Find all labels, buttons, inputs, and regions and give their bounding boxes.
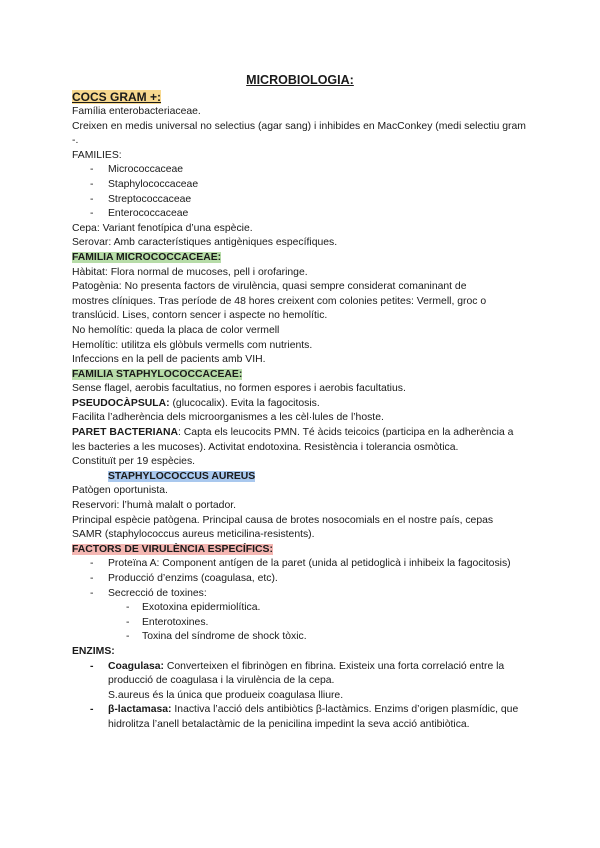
text-line: SAMR (staphylococcus aureus meticilina-resistents). xyxy=(72,529,315,541)
section-heading-staphylococcaceae: FAMILIA STAPHYLOCOCCACEAE: xyxy=(72,368,243,380)
sub-list-item: - Toxina del síndrome de shock tòxic. xyxy=(72,630,528,645)
sub-list-item: - Enterotoxines. xyxy=(72,616,528,631)
document-page xyxy=(72,72,528,733)
text-line: Cepa: Variant fenotípica d’una espècie. xyxy=(72,222,253,234)
subheading-staphylococcus-aureus: STAPHYLOCOCCUS AUREUS xyxy=(108,470,256,482)
document-title: MICROBIOLOGIA: xyxy=(246,73,354,87)
text-line: Reservori: l’humà malalt o portador. xyxy=(72,500,237,512)
list-item: - Streptococcaceae xyxy=(72,193,528,208)
list-item-beta-lactamasa: - β-lactamasa: Inactiva l’acció dels antibiòtics β-lactàmics. Enzims d’origen plasmídic, que hidrolitza l’anell betalactàmic de la penicilina impedint la seva acció antibiòtica. xyxy=(72,703,528,732)
list-item-coagulasa: - Coagulasa: Converteixen el fibrinògen en fibrina. Existeix una forta correlació entre la producció de coagulasa i la virulència de la cepa. xyxy=(72,660,528,689)
text-line: S.aureus és la única que produeix coagulasa lliure. xyxy=(108,689,344,701)
list-item: - Enterococcaceae xyxy=(72,207,528,222)
text-line: translúcid. Lises, contorn sencer i aspecte no hemolític. xyxy=(72,310,328,322)
list-item: - Micrococcaceae xyxy=(72,163,528,178)
text-line: Hàbitat: Flora normal de mucoses, pell i orofaringe. xyxy=(72,266,308,278)
section-heading-micrococcaceae: FAMILIA MICROCOCCACEAE: xyxy=(72,251,222,263)
sub-list-item: - Exotoxina epidermiolítica. xyxy=(72,601,528,616)
list-item: - Producció d’enzims (coagulasa, etc). xyxy=(72,572,528,587)
list-item: - Proteïna A: Component antígen de la paret (unida al petidoglicà i inhibeix la fagocitosis) xyxy=(72,557,528,572)
text-line: Patogènia: No presenta factors de virulència, quasi sempre considerat comaninant de xyxy=(72,281,467,293)
text-line: Facilita l’adherència dels microorganismes a les cèl·lules de l’hoste. xyxy=(72,412,384,424)
text-line: Patògen oportunista. xyxy=(72,485,168,497)
text-paragraph: Creixen en medis universal no selectius (agar sang) i inhibides en MacConkey (medi selectiu gram -. xyxy=(72,120,526,147)
section-heading-factors: FACTORS DE VIRULÈNCIA ESPECÍFICS: xyxy=(72,543,273,555)
text-line: Hemolític: utilitza els glòbuls vermells com nutrients. xyxy=(72,339,313,351)
list-item: - Staphylococcaceae xyxy=(72,178,528,193)
list-item: - Secrecció de toxines: xyxy=(72,587,528,602)
text-line: Serovar: Amb característiques antigèniques específiques. xyxy=(72,237,338,249)
text-line: No hemolític: queda la placa de color vermell xyxy=(72,324,280,336)
section-heading-enzims: ENZIMS: xyxy=(72,645,115,657)
paret-bacteriana-paragraph: PARET BACTERIANA: Capta els leucocits PMN. Té àcids teicoics (participa en la adherència a les bacteries a les mucoses). Activitat endotoxina. Resistència i tolerancia osmòtica. xyxy=(72,427,514,453)
families-label: FAMILIES: xyxy=(72,149,122,161)
text-line: Constituït per 19 espècies. xyxy=(72,456,196,468)
text-line: mostres clíniques. Tras període de 48 hores creixent com colonies petites: Vermell, groc o xyxy=(72,295,487,307)
section-heading-cocs: COCS GRAM +: xyxy=(72,90,162,104)
text-line: Infeccions en la pell de pacients amb VIH. xyxy=(72,354,266,366)
text-line: Principal espècie patògena. Principal causa de brotes nosocomials en el nostre país, cepas xyxy=(72,514,494,526)
text-line: Família enterobacteriaceae. xyxy=(72,106,201,117)
text-line: Sense flagel, aerobis facultatius, no formen espores i aerobis facultatius. xyxy=(72,383,406,395)
pseudocapsula-line: PSEUDOCÀPSULA: (glucocalix). Evita la fagocitosis. xyxy=(72,397,320,409)
